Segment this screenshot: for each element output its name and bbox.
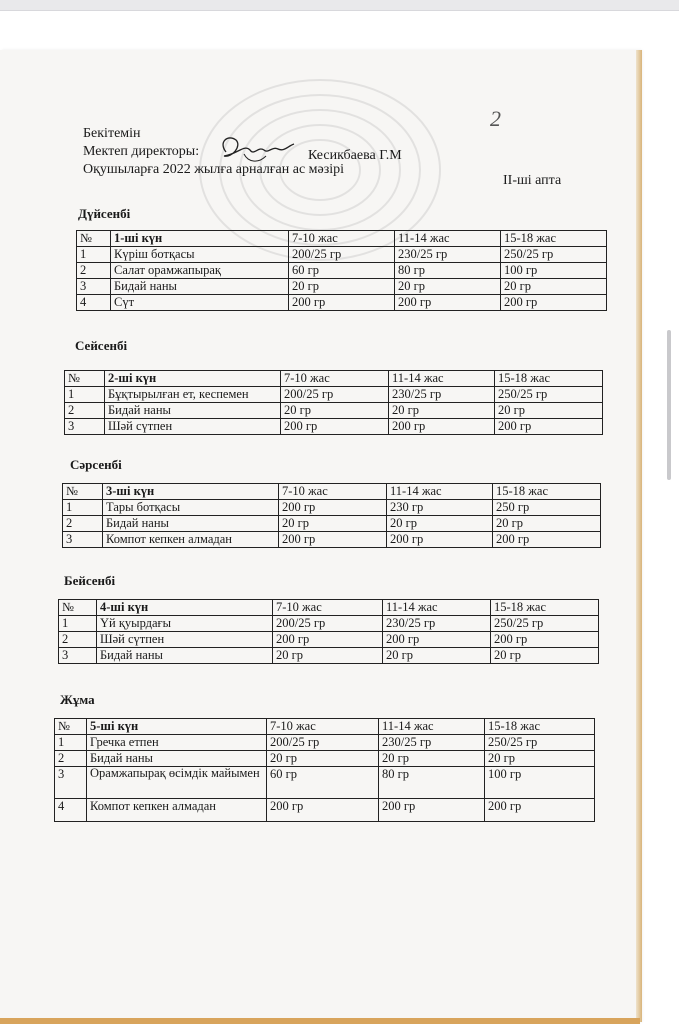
portion-age1: 200 гр: [279, 532, 387, 548]
dish: Күріш ботқасы: [111, 247, 289, 263]
dish: Сүт: [111, 295, 289, 311]
portion-age2: 20 гр: [383, 648, 491, 664]
portion-age1: 200 гр: [281, 419, 389, 435]
row-num: 4: [55, 799, 87, 822]
dish: Бидай наны: [103, 516, 279, 532]
col-age1: 7-10 жас: [279, 484, 387, 500]
portion-age1: 200/25 гр: [267, 735, 379, 751]
row-num: 1: [59, 616, 97, 632]
dish: Гречка етпен: [87, 735, 267, 751]
col-meal: 5-ші күн: [87, 719, 267, 735]
portion-age3: 20 гр: [501, 279, 607, 295]
col-num: №: [59, 600, 97, 616]
table-row: [59, 616, 599, 632]
row-num: 3: [65, 419, 105, 435]
portion-age1: 60 гр: [289, 263, 395, 279]
portion-age1: 20 гр: [267, 751, 379, 767]
page-edge: [636, 50, 642, 1022]
portion-age3: 200 гр: [491, 632, 599, 648]
col-meal: 1-ші күн: [111, 231, 289, 247]
portion-age3: 250/25 гр: [495, 387, 603, 403]
dish: Компот кепкен алмадан: [87, 799, 267, 822]
portion-age1: 200/25 гр: [281, 387, 389, 403]
table-row: [63, 532, 601, 548]
dish: Компот кепкен алмадан: [103, 532, 279, 548]
col-age2: 11-14 жас: [389, 371, 495, 387]
dish: Бидай наны: [97, 648, 273, 664]
row-num: 1: [55, 735, 87, 751]
table-row: [65, 403, 603, 419]
menu-table: [76, 230, 607, 311]
row-num: 2: [59, 632, 97, 648]
col-age2: 11-14 жас: [379, 719, 485, 735]
portion-age2: 80 гр: [379, 767, 485, 799]
table-row: [77, 263, 607, 279]
portion-age1: 20 гр: [273, 648, 383, 664]
col-age3: 15-18 жас: [491, 600, 599, 616]
table-row: [59, 648, 599, 664]
col-num: №: [55, 719, 87, 735]
portion-age3: 20 гр: [493, 516, 601, 532]
day-title: Жұма: [60, 692, 95, 707]
row-num: 3: [55, 767, 87, 799]
col-age3: 15-18 жас: [493, 484, 601, 500]
row-num: 2: [55, 751, 87, 767]
portion-age1: 200 гр: [289, 295, 395, 311]
row-num: 4: [77, 295, 111, 311]
portion-age1: 20 гр: [289, 279, 395, 295]
table-row: [77, 247, 607, 263]
dish: Шәй сүтпен: [97, 632, 273, 648]
portion-age3: 200 гр: [495, 419, 603, 435]
director-name: Кесикбаева Г.М: [308, 148, 402, 163]
portion-age1: 200 гр: [267, 799, 379, 822]
row-num: 3: [77, 279, 111, 295]
day-title: Дүйсенбі: [78, 206, 131, 221]
portion-age2: 230/25 гр: [395, 247, 501, 263]
portion-age2: 20 гр: [395, 279, 501, 295]
dish: Бидай наны: [87, 751, 267, 767]
table-row: [63, 500, 601, 516]
portion-age3: 200 гр: [485, 799, 595, 822]
portion-age1: 20 гр: [279, 516, 387, 532]
table-row: [55, 751, 595, 767]
approve-label: Бекітемін: [83, 126, 141, 141]
col-age3: 15-18 жас: [485, 719, 595, 735]
table-row: [77, 295, 607, 311]
table-row: [55, 799, 595, 822]
row-num: 1: [77, 247, 111, 263]
portion-age2: 200 гр: [387, 532, 493, 548]
dish: Шәй сүтпен: [105, 419, 281, 435]
col-age1: 7-10 жас: [273, 600, 383, 616]
portion-age1: 200 гр: [279, 500, 387, 516]
menu-title: Оқушыларға 2022 жылға арналған ас мәзірі: [83, 162, 345, 177]
row-num: 1: [63, 500, 103, 516]
portion-age3: 250/25 гр: [491, 616, 599, 632]
table-row: [55, 767, 595, 799]
portion-age2: 230/25 гр: [383, 616, 491, 632]
portion-age3: 250/25 гр: [501, 247, 607, 263]
portion-age2: 20 гр: [389, 403, 495, 419]
dish: Бұқтырылған ет, кеспемен: [105, 387, 281, 403]
col-num: №: [65, 371, 105, 387]
menu-table: [54, 718, 595, 822]
portion-age3: 250/25 гр: [485, 735, 595, 751]
portion-age2: 200 гр: [379, 799, 485, 822]
row-num: 3: [59, 648, 97, 664]
dish: Үй қуырдағы: [97, 616, 273, 632]
col-meal: 3-ші күн: [103, 484, 279, 500]
table-header-row: [59, 600, 599, 616]
dish: Орамжапырақ өсімдік майымен: [87, 767, 267, 799]
col-age2: 11-14 жас: [395, 231, 501, 247]
row-num: 3: [63, 532, 103, 548]
col-meal: 2-ші күн: [105, 371, 281, 387]
dish: Салат орамжапырақ: [111, 263, 289, 279]
row-num: 1: [65, 387, 105, 403]
portion-age3: 20 гр: [491, 648, 599, 664]
col-meal: 4-ші күн: [97, 600, 273, 616]
row-num: 2: [77, 263, 111, 279]
table-row: [65, 419, 603, 435]
portion-age2: 20 гр: [379, 751, 485, 767]
table-row: [63, 516, 601, 532]
portion-age2: 230/25 гр: [389, 387, 495, 403]
portion-age1: 60 гр: [267, 767, 379, 799]
portion-age2: 200 гр: [383, 632, 491, 648]
portion-age2: 20 гр: [387, 516, 493, 532]
portion-age2: 200 гр: [389, 419, 495, 435]
portion-age2: 80 гр: [395, 263, 501, 279]
portion-age2: 230 гр: [387, 500, 493, 516]
portion-age1: 200 гр: [273, 632, 383, 648]
portion-age3: 200 гр: [493, 532, 601, 548]
dish: Бидай наны: [111, 279, 289, 295]
col-num: №: [63, 484, 103, 500]
row-num: 2: [63, 516, 103, 532]
col-age2: 11-14 жас: [383, 600, 491, 616]
table-header-row: [65, 371, 603, 387]
col-age1: 7-10 жас: [289, 231, 395, 247]
page-bottom-edge: [0, 1018, 640, 1024]
portion-age3: 100 гр: [485, 767, 595, 799]
table-row: [77, 279, 607, 295]
director-label: Мектеп директоры:: [83, 144, 200, 159]
portion-age1: 20 гр: [281, 403, 389, 419]
menu-table: [58, 599, 599, 664]
table-row: [65, 387, 603, 403]
day-title: Сейсенбі: [75, 338, 128, 353]
dish: Тары ботқасы: [103, 500, 279, 516]
table-row: [59, 632, 599, 648]
day-title: Сәрсенбі: [70, 457, 122, 472]
portion-age3: 20 гр: [485, 751, 595, 767]
portion-age3: 100 гр: [501, 263, 607, 279]
dish: Бидай наны: [105, 403, 281, 419]
week-label: ІІ-ші апта: [503, 173, 562, 188]
col-age1: 7-10 жас: [267, 719, 379, 735]
table-header-row: [77, 231, 607, 247]
menu-table: [64, 370, 603, 435]
day-title: Бейсенбі: [64, 573, 116, 588]
page-number-mark: 2: [490, 106, 501, 131]
viewer-top-bar: [0, 0, 679, 11]
scrollbar[interactable]: [667, 330, 671, 480]
portion-age1: 200/25 гр: [273, 616, 383, 632]
portion-age3: 20 гр: [495, 403, 603, 419]
portion-age3: 250 гр: [493, 500, 601, 516]
menu-table: [62, 483, 601, 548]
portion-age1: 200/25 гр: [289, 247, 395, 263]
portion-age2: 200 гр: [395, 295, 501, 311]
table-header-row: [55, 719, 595, 735]
portion-age2: 230/25 гр: [379, 735, 485, 751]
col-age2: 11-14 жас: [387, 484, 493, 500]
col-age1: 7-10 жас: [281, 371, 389, 387]
row-num: 2: [65, 403, 105, 419]
col-num: №: [77, 231, 111, 247]
portion-age3: 200 гр: [501, 295, 607, 311]
table-row: [55, 735, 595, 751]
col-age3: 15-18 жас: [495, 371, 603, 387]
table-header-row: [63, 484, 601, 500]
col-age3: 15-18 жас: [501, 231, 607, 247]
